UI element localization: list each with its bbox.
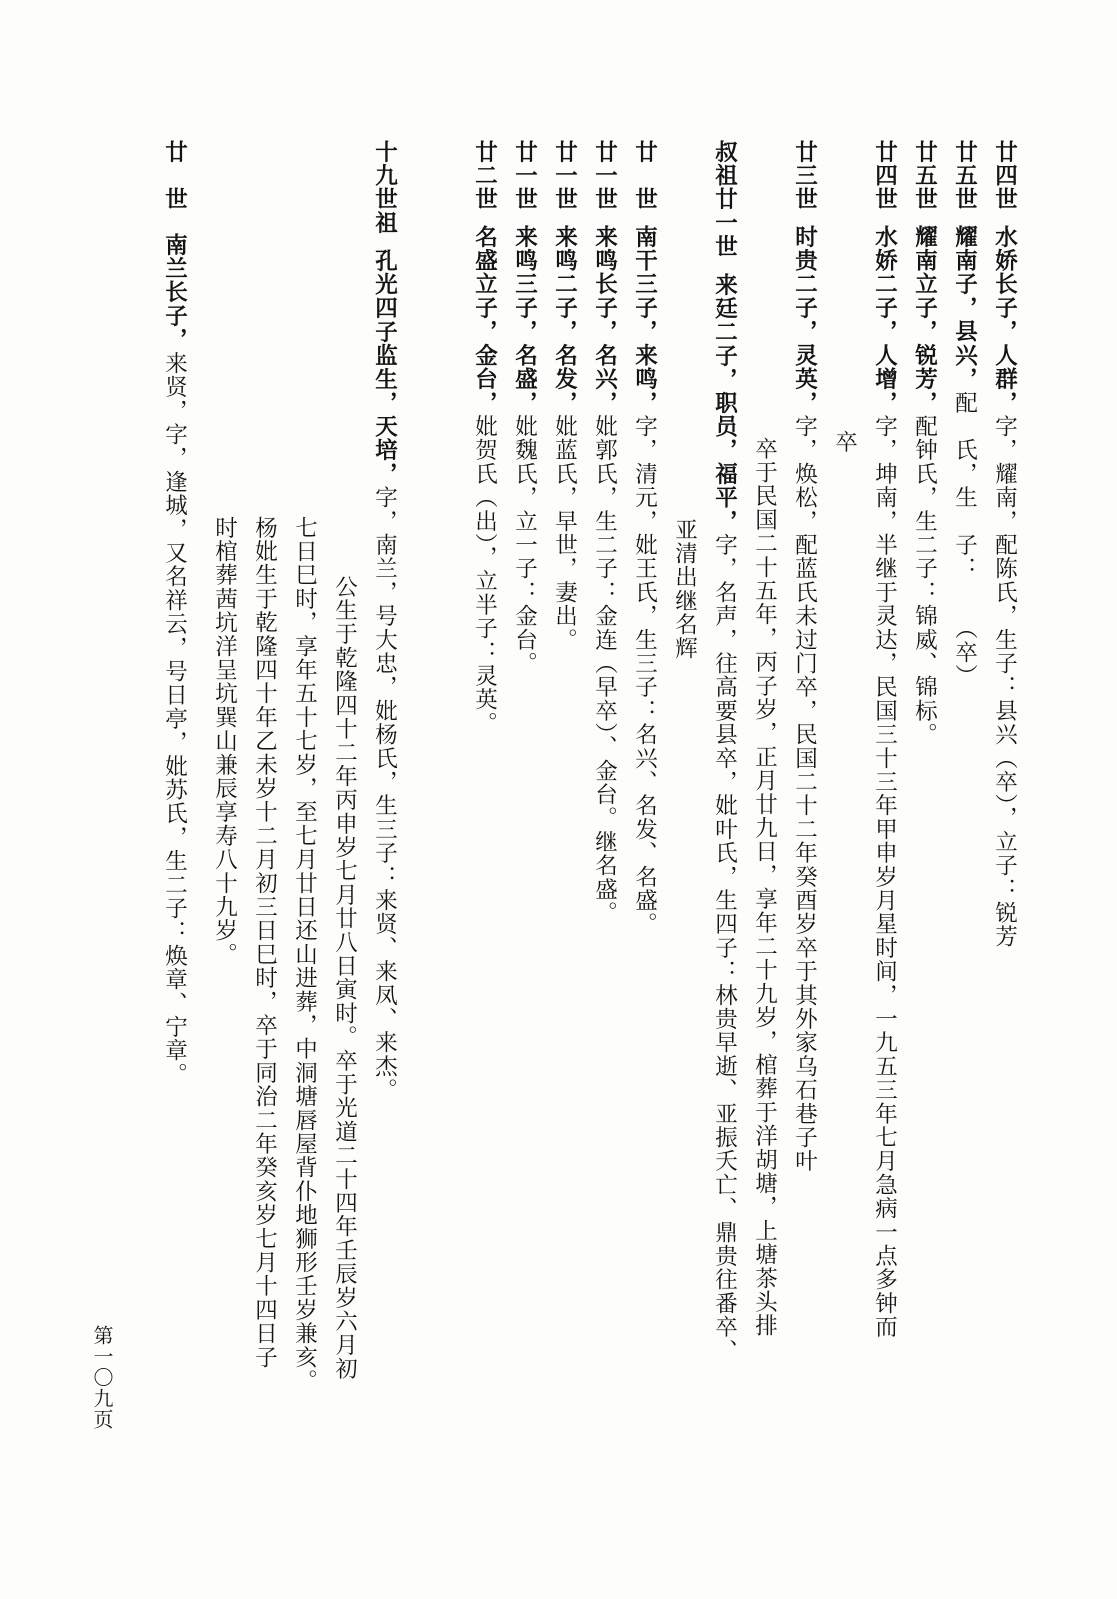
parent-label: 耀南子， [951, 225, 978, 320]
entry-col [513, 140, 536, 675]
parent-label: 南干三子， [631, 225, 658, 344]
parent-label: 来鸣三子， [511, 225, 538, 344]
parent-label: 水娇长子， [991, 225, 1018, 344]
entry-col [753, 437, 776, 1338]
person-name: 锐芳， [911, 343, 938, 415]
person-name: 天培， [371, 414, 398, 486]
entry-col [633, 140, 656, 936]
generation-label: 廿一世 [511, 140, 538, 212]
generation-label: 廿一世 [551, 140, 578, 212]
parent-label: 孔光四子监生， [371, 248, 398, 415]
person-name: 灵英， [791, 343, 818, 415]
parent-label: 来鸣二子， [551, 225, 578, 344]
entry-text: 字，耀南，配陈氏，生子：县兴（卒），立子：锐芳 [991, 414, 1018, 949]
entry-text: 卒于民国二十五年，丙子岁，正月廿九日，享年二十九岁，棺葬于洋胡塘，上塘茶头排 [751, 437, 778, 1338]
generation-label: 廿三世 [791, 140, 818, 212]
entry-col [953, 140, 976, 688]
entry-text: 时棺葬茜坑洋呈坑巽山兼辰享寿八十九岁。 [211, 516, 238, 967]
page-number: 第一〇九页 [90, 1325, 114, 1430]
parent-label: 水娇二子， [871, 225, 898, 344]
parent-label: 名盛立子， [471, 225, 498, 344]
entry-text: 杨妣生于乾隆四十年乙未岁十二月初三日巳时，卒于同治二年癸亥岁七月十四日子 [251, 516, 278, 1370]
generation-label: 廿二世 [471, 140, 498, 212]
entry-col [333, 575, 356, 1381]
generation-label: 廿五世 [911, 140, 938, 212]
entry-col [593, 140, 616, 925]
entry-col [993, 140, 1016, 949]
entry-col [673, 518, 696, 660]
entry-text: 妣贺氏（出），立半子：灵英。 [471, 414, 498, 736]
generation-label: 廿 世 [161, 140, 188, 212]
parent-label: 来鸣长子， [591, 225, 618, 344]
entry-text: 卒 [831, 430, 858, 454]
generation-label: 廿五世 [951, 140, 978, 212]
generation-label: 廿 世 [631, 140, 658, 212]
entry-col [373, 140, 396, 1102]
entry-text: 配钟氏，生二子：锦威、锦标。 [911, 414, 938, 747]
entry-col [873, 140, 896, 1339]
entry-col [833, 430, 856, 454]
person-name: 县兴， [951, 319, 978, 392]
parent-label: 南兰长子， [161, 233, 188, 352]
entry-text: 七日巳时，享年五十七岁，至七月廿日还山进葬，中洞塘唇屋背仆地狮形壬岁兼亥。 [291, 516, 318, 1393]
entry-text: 字，南兰，号大忠，妣杨氏，生三子：来贤、来凤、来杰。 [371, 485, 398, 1103]
entry-col [293, 516, 316, 1393]
generation-label: 十九世祖 [371, 140, 398, 235]
entry-text: 妣蓝氏，早世，妻出。 [551, 414, 578, 652]
parent-label: 时贵二子， [791, 225, 818, 344]
entry-text: 妣郭氏，生二子：金连（早卒）、金台。继名盛。 [591, 414, 618, 925]
entry-col [793, 140, 816, 1173]
entry-col [253, 516, 276, 1369]
entry-col [213, 516, 236, 966]
entry-text: 字，名声，往高要县卒，妣叶氏，生四子：林贵早逝、亚振夭亡、鼎贵往番卒、 [711, 533, 738, 1363]
entry-col [473, 140, 496, 735]
entry-col [913, 140, 936, 747]
entry-text: 配 氏，生 子： （卒） [951, 391, 978, 688]
entry-col [713, 140, 736, 1363]
generation-label: 廿四世 [871, 140, 898, 212]
generation-label: 廿一世 [591, 140, 618, 212]
entry-text: 妣魏氏，立一子：金台。 [511, 414, 538, 676]
entry-col [553, 140, 576, 652]
generation-label: 廿四世 [991, 140, 1018, 212]
entry-text: 字，焕松，配蓝氏未过门卒，民国二十二年癸酉岁卒于其外家乌石巷子叶 [791, 414, 818, 1174]
person-name: 名发， [551, 343, 578, 415]
person-name: 职员，福平， [711, 391, 738, 534]
person-name: 人增， [871, 343, 898, 415]
entry-text: 来贤，字，逢城，又名祥云，号日亭，妣苏氏，生二子：焕章、宁章。 [161, 351, 188, 1087]
entry-text: 字，清元，妣王氏，生三子：名兴、名发、名盛。 [631, 414, 658, 937]
person-name: 人群， [991, 343, 1018, 415]
person-name: 名兴， [591, 343, 618, 415]
parent-label: 耀南立子， [911, 225, 938, 344]
entry-text: 公生于乾隆四十二年丙申岁七月廿八日寅时。卒于光道二十四年壬辰岁六月初 [331, 575, 358, 1381]
person-name: 名盛， [511, 343, 538, 415]
entry-text: 亚清出继名辉 [671, 518, 698, 661]
entry-col [163, 140, 186, 1086]
person-name: 金台， [471, 343, 498, 415]
parent-label: 来廷二子， [711, 272, 738, 391]
generation-label: 叔祖廿一世 [711, 140, 738, 259]
person-name: 来鸣， [631, 343, 658, 415]
entry-text: 字，坤南，半继于灵达，民国三十三年甲申岁月星时间，一九五三年七月急病一点多钟而 [871, 414, 898, 1340]
